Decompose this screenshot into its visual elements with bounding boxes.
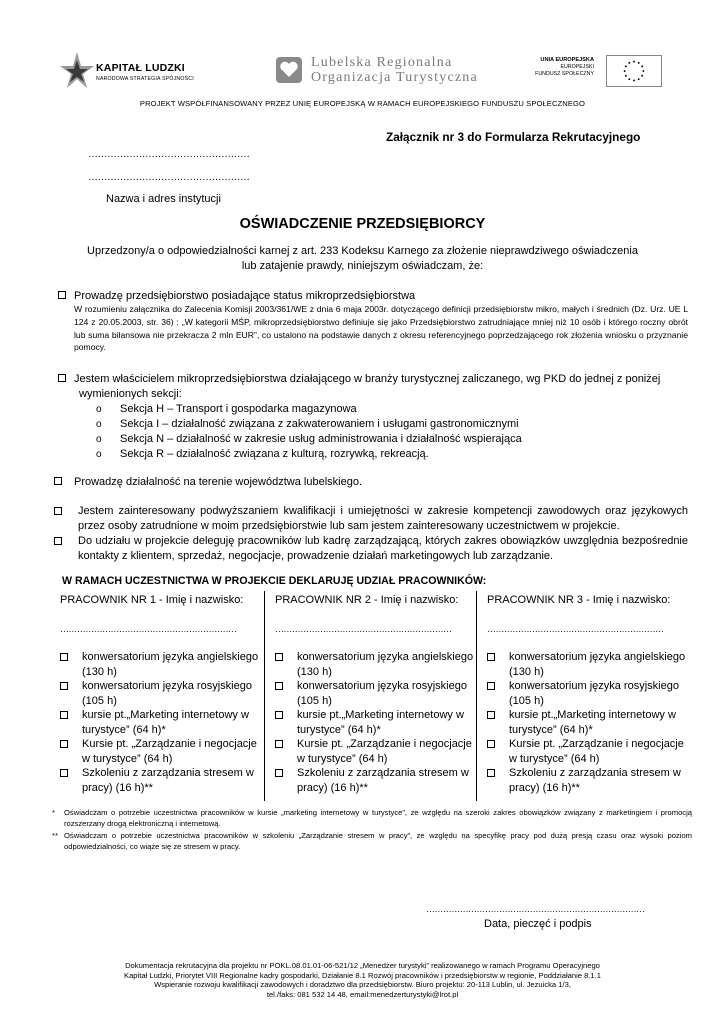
footnotes <box>52 807 692 853</box>
footer <box>60 961 665 999</box>
heart-icon <box>276 57 302 83</box>
checkbox-course-russian[interactable] <box>275 682 283 690</box>
course-option <box>271 737 477 766</box>
kapital-ludzki-logo <box>60 52 200 94</box>
checkbox-course-stress[interactable] <box>60 769 68 777</box>
lrot-name-line1: Lubelska Regionalna <box>311 55 453 70</box>
checkbox-lubelskie[interactable] <box>54 477 62 485</box>
course-option-label: konwersatorium języka rosyjskiego (105 h) <box>297 680 467 707</box>
course-option <box>483 708 689 737</box>
course-option-label: kursie pt.„Marketing internetowy w turystyce” (64 h)* <box>82 709 249 736</box>
checkbox-course-marketing[interactable] <box>487 711 495 719</box>
statement-micro-enterprise <box>58 290 688 354</box>
annex-title: Załącznik nr 3 do Formularza Rekrutacyjnego <box>386 130 641 144</box>
pkd-section-item: o Sekcja H – Transport i gospodarka magazynowa <box>96 402 688 417</box>
footnote-mark: ** <box>52 830 58 840</box>
worker-column-1 <box>56 591 262 801</box>
kapital-ludzki-subtitle: NARODOWA STRATEGIA SPÓJNOŚCI <box>96 76 194 82</box>
worker-column-2 <box>264 591 477 801</box>
checkbox-micro-enterprise[interactable] <box>58 291 66 299</box>
institution-dots-line-2: …………………………………………… <box>88 172 250 183</box>
checkbox-interest[interactable] <box>54 507 62 515</box>
signature-label: Data, pieczęć i podpis <box>484 918 592 930</box>
course-option-label: Szkoleniu z zarządzania stresem w pracy) (16 h)** <box>82 767 254 794</box>
eu-flag-icon <box>606 55 662 87</box>
course-option <box>271 708 477 737</box>
statement-lubelskie-label: Prowadzę działalność na terenie województwa lubelskiego. <box>74 476 362 488</box>
checkbox-course-english[interactable] <box>487 653 495 661</box>
course-option <box>483 737 689 766</box>
pkd-section-item: o Sekcja N – działalność w zakresie usług administrowania i działalność wspierająca <box>96 432 688 447</box>
checkbox-course-russian[interactable] <box>60 682 68 690</box>
statement-delegation-label: Do udziału w projekcie deleguję pracowników lub kadrę zarządzającą, których zakres obowiązków uwzględnia bezpośrednie kontakty z klientem, sprzedaż, negocjacje, prowadzenie działań marketingowych lub zarządzanie. <box>78 535 688 562</box>
statement-tourism-sector-label: Jestem właścicielem mikroprzedsiębiorstwa działającego w branży turystycznej zaliczanego, wg PKD do jednej z poniżej <box>74 373 661 385</box>
project-cofinancing-line: PROJEKT WSPÓŁFINANSOWANY PRZEZ UNIĘ EUROPEJSKĄ W RAMACH EUROPEJSKIEGO FUNDUSZU SPOŁECZNEGO <box>139 99 586 108</box>
statement-micro-enterprise-definition: W rozumieniu załącznika do Zalecenia Komisji 2003/361/WE z dnia 6 maja 2003r. dotyczącego definicji przedsiębiorstw mikro, małych i średnich (Dz. Urz. UE L 124 z 20.05.2003, str. 36) : „W kategorii MŚP, mikroprzedsiębiorstwo definiuje się jako Przedsiębiorstwo zatrudniające mniej niż 10 osób i którego roczny obrót lub suma bilansowa nie przekracza 2 mln EUR”, co ustalono na podstawie danych z okresu referencyjnego poprzedzającego rok złożenia wniosku o przyznanie pomocy. <box>74 304 688 353</box>
checkbox-course-english[interactable] <box>275 653 283 661</box>
worker-1-name-label: PRACOWNIK NR 1 - Imię i nazwisko: <box>60 594 244 606</box>
course-option-label: kursie pt.„Marketing internetowy w turystyce” (64 h)* <box>509 709 676 736</box>
course-option <box>271 650 477 679</box>
course-option-label: Kursie pt. „Zarządzanie i negocjacje w turystyce” (64 h) <box>82 738 257 765</box>
course-option <box>56 708 262 737</box>
course-option <box>56 766 262 795</box>
checkbox-tourism-sector[interactable] <box>58 374 66 382</box>
course-option-label: konwersatorium języka rosyjskiego (105 h) <box>82 680 252 707</box>
course-option-label: Szkoleniu z zarządzania stresem w pracy) (16 h)** <box>297 767 469 794</box>
checkbox-course-management[interactable] <box>275 740 283 748</box>
pkd-section-list <box>96 402 688 462</box>
eu-line3: FUNDUSZ SPOŁECZNY <box>535 71 594 77</box>
statement-interest-label: Jestem zainteresowany podwyższaniem kwalifikacji i umiejętności w zakresie kompetencji zawodowych oraz językowych przez osoby zatrudnione w moim przedsiębiorstwie lub sam jestem zainteresowany uczestnictwem w projekcie. <box>78 505 688 532</box>
course-option <box>483 679 689 708</box>
eu-logo <box>535 55 662 85</box>
statement-tourism-sector <box>58 372 688 462</box>
worker-1-options <box>56 650 262 795</box>
checkbox-course-management[interactable] <box>487 740 495 748</box>
course-option-label: kursie pt.„Marketing internetowy w turystyce” (64 h)* <box>297 709 464 736</box>
checkbox-course-marketing[interactable] <box>60 711 68 719</box>
checkbox-course-stress[interactable] <box>275 769 283 777</box>
institution-dots-line-1: …………………………………………… <box>88 149 250 160</box>
checkbox-course-english[interactable] <box>60 653 68 661</box>
worker-column-3 <box>476 591 689 801</box>
course-option <box>56 650 262 679</box>
kapital-ludzki-title: KAPITAŁ LUDZKI <box>96 62 185 74</box>
eu-text <box>535 57 594 78</box>
workers-grid <box>56 591 690 801</box>
lrot-logo <box>276 55 478 91</box>
statement-interest <box>54 504 688 534</box>
signature-field[interactable]: …………………………………………………………………… <box>426 904 645 914</box>
footnote-stress <box>52 830 692 853</box>
footer-line: tel./faks: 081 532 14 48, email:menedzerturystyki@lrot.pl <box>266 989 459 999</box>
course-option <box>56 737 262 766</box>
worker-1-name-field[interactable]: ……………………………………………………… <box>60 623 237 634</box>
worker-3-name-label: PRACOWNIK NR 3 - Imię i nazwisko: <box>487 594 671 606</box>
checkbox-course-marketing[interactable] <box>275 711 283 719</box>
course-option <box>56 679 262 708</box>
worker-2-options <box>271 650 477 795</box>
course-option-label: Kursie pt. „Zarządzanie i negocjacje w turystyce” (64 h) <box>297 738 472 765</box>
course-option <box>271 766 477 795</box>
statement-micro-enterprise-label: Prowadzę przedsiębiorstwo posiadające status mikroprzedsiębiorstwa <box>74 290 416 302</box>
footer-line: Wspieranie rozwoju kwalifikacji zawodowych i doradztwo dla przedsiębiorstw. Biuro projektu: 20-113 Lublin, ul. Jezuicka 1/3, <box>154 980 571 990</box>
statements-participation <box>54 504 688 564</box>
footnote-mark: * <box>52 808 55 817</box>
checkbox-delegation[interactable] <box>54 537 62 545</box>
footer-line: Dokumentacja rekrutacyjna dla projektu nr POKL.08.01.01-06-521/12 „Menedżer turystyki” realizowanego w ramach Programu Operacyjnego <box>125 961 600 970</box>
course-option-label: konwersatorium języka angielskiego (130 h) <box>297 651 474 678</box>
eu-line1: UNIA EUROPEJSKA <box>540 57 594 63</box>
course-option <box>271 679 477 708</box>
course-option-label: Kursie pt. „Zarządzanie i negocjacje w turystyce” (64 h) <box>509 738 684 765</box>
document-title: OŚWIADCZENIE PRZEDSIĘBIORCY <box>239 216 486 232</box>
institution-label: Nazwa i adres instytucji <box>106 193 221 205</box>
pkd-section-item: o Sekcja R – działalność związana z kulturą, rozrywką, rekreacją. <box>96 447 688 462</box>
checkbox-course-russian[interactable] <box>487 682 495 690</box>
course-option <box>483 766 689 795</box>
eu-line2: EUROPEJSKI <box>560 64 594 70</box>
course-option-label: Szkoleniu z zarządzania stresem w pracy) (16 h)** <box>509 767 681 794</box>
statement-delegation <box>54 534 688 564</box>
statement-lubelskie <box>54 476 362 488</box>
kapital-ludzki-star-icon <box>60 52 94 92</box>
course-option-label: konwersatorium języka angielskiego (130 h) <box>509 651 686 678</box>
checkbox-course-management[interactable] <box>60 740 68 748</box>
declaration-heading: W RAMACH UCZESTNICTWA W PROJEKCIE DEKLARUJĘ UDZIAŁ PRACOWNIKÓW: <box>62 575 487 587</box>
pkd-section-item: o Sekcja I – działalność związana z zakwaterowaniem i usługami gastronomicznymi <box>96 417 688 432</box>
worker-2-name-field[interactable]: ……………………………………………………… <box>275 623 452 634</box>
footnote-stress-text: Oświadczam o potrzebie uczestnictwa pracowników w szkoleniu „Zarządzanie stresem w pracy”, ze względu na specyfikę pracy pod dużą presją czasu oraz wysoki poziom odpowiedzialności, co wiąże się ze stresem w pracy. <box>64 830 692 852</box>
checkbox-course-stress[interactable] <box>487 769 495 777</box>
worker-3-name-field[interactable]: ……………………………………………………… <box>487 623 664 634</box>
footer-line: Kapitał Ludzki, Priorytet VIII Regionalne kadry gospodarki, Działanie 8.1 Rozwój pracowników i przedsiębiorstw w regionie, Poddziałanie 8.1.1 <box>124 970 601 980</box>
lrot-name-line2: Organizacja Turystyczna <box>311 70 478 85</box>
worker-3-options <box>483 650 689 795</box>
course-option-label: konwersatorium języka angielskiego (130 h) <box>82 651 259 678</box>
statement-tourism-sector-label-cont: wymienionych sekcji: <box>79 388 182 400</box>
intro-paragraph: Uprzedzony/a o odpowiedzialności karnej z art. 233 Kodeksu Karnego za złożenie nieprawdziwego oświadczenia lub zatajenie prawdy, niniejszym oświadczam, że: <box>87 245 638 272</box>
course-option <box>483 650 689 679</box>
footnote-marketing-text: Oświadczam o potrzebie uczestnictwa pracowników w kursie „marketing internetowy w turystyce”, ze względu na szeroki zakres obowiązków związany z marketingiem i promocją rozszerzany drogą elektroniczną i internetową. <box>64 808 692 829</box>
worker-2-name-label: PRACOWNIK NR 2 - Imię i nazwisko: <box>275 594 459 606</box>
footnote-marketing <box>52 807 692 830</box>
course-option-label: konwersatorium języka rosyjskiego (105 h) <box>509 680 679 707</box>
